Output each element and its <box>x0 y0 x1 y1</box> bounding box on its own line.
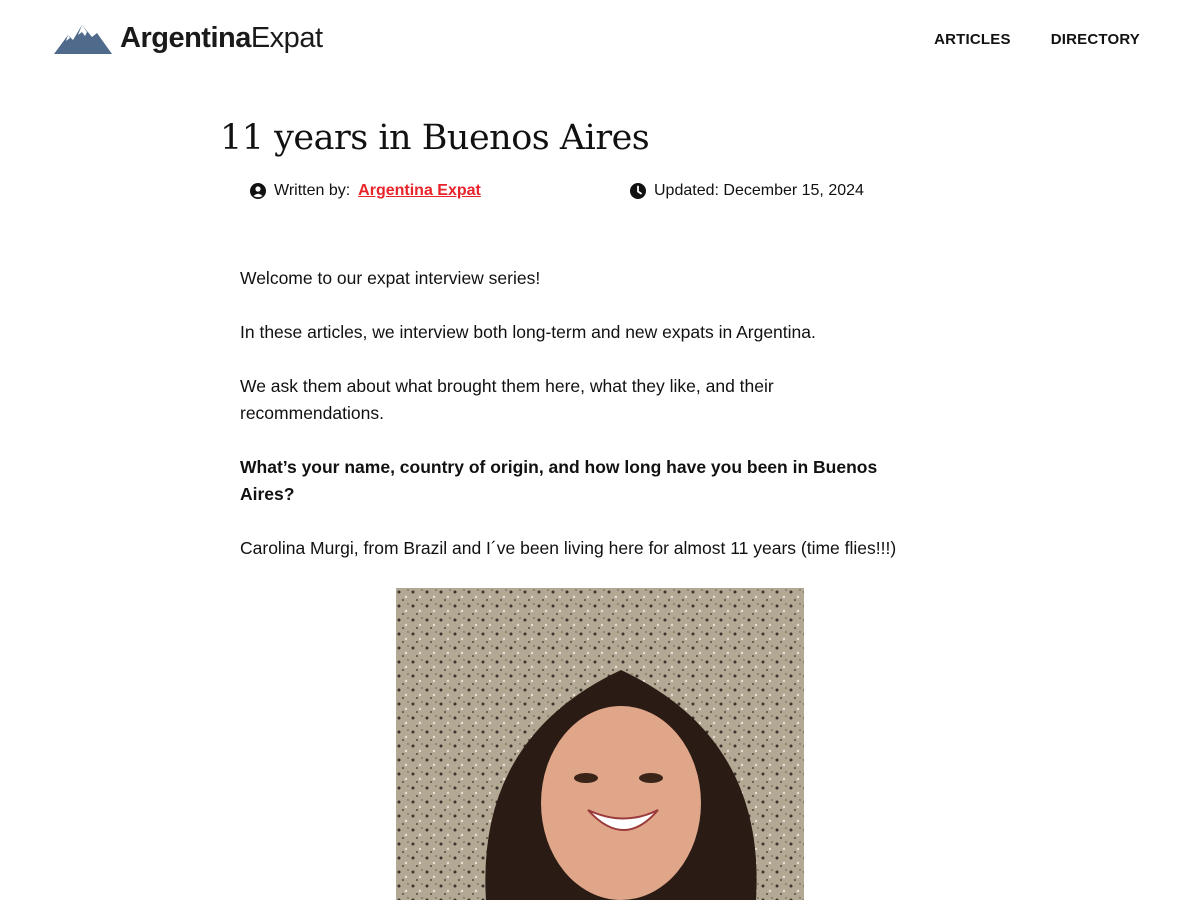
logo-text-bold: Argentina <box>120 22 251 54</box>
written-by-label: Written by: <box>274 182 351 199</box>
nav-directory[interactable]: DIRECTORY <box>1050 31 1140 48</box>
clock-icon <box>630 183 646 199</box>
site-logo[interactable] <box>54 22 323 55</box>
paragraph: Carolina Murgi, from Brazil and I´ve been living here for almost 11 years (time flies!!!) <box>240 538 897 558</box>
author-meta <box>250 182 481 200</box>
updated-meta <box>630 182 864 200</box>
site-header <box>0 0 1200 80</box>
updated-date: Updated: December 15, 2024 <box>654 182 864 199</box>
main-nav <box>934 31 1140 48</box>
author-link[interactable]: Argentina Expat <box>358 182 481 199</box>
paragraph: Welcome to our expat interview series! <box>240 268 541 288</box>
paragraph: In these articles, we interview both long-term and new expats in Argentina. <box>240 322 816 342</box>
user-circle-icon <box>250 183 266 199</box>
nav-articles[interactable]: ARTICLES <box>934 31 1011 48</box>
article-body <box>240 265 970 562</box>
mountain-logo-icon <box>54 23 112 55</box>
page-title: 11 years in Buenos Aires <box>220 118 650 158</box>
interviewee-photo <box>396 588 804 900</box>
portrait-image <box>396 588 804 900</box>
interview-question: What’s your name, country of origin, and how long have you been in Buenos Aires? <box>240 457 878 504</box>
paragraph: We ask them about what brought them here, what they like, and their recommendations. <box>240 376 774 423</box>
logo-text-light: Expat <box>250 22 323 54</box>
